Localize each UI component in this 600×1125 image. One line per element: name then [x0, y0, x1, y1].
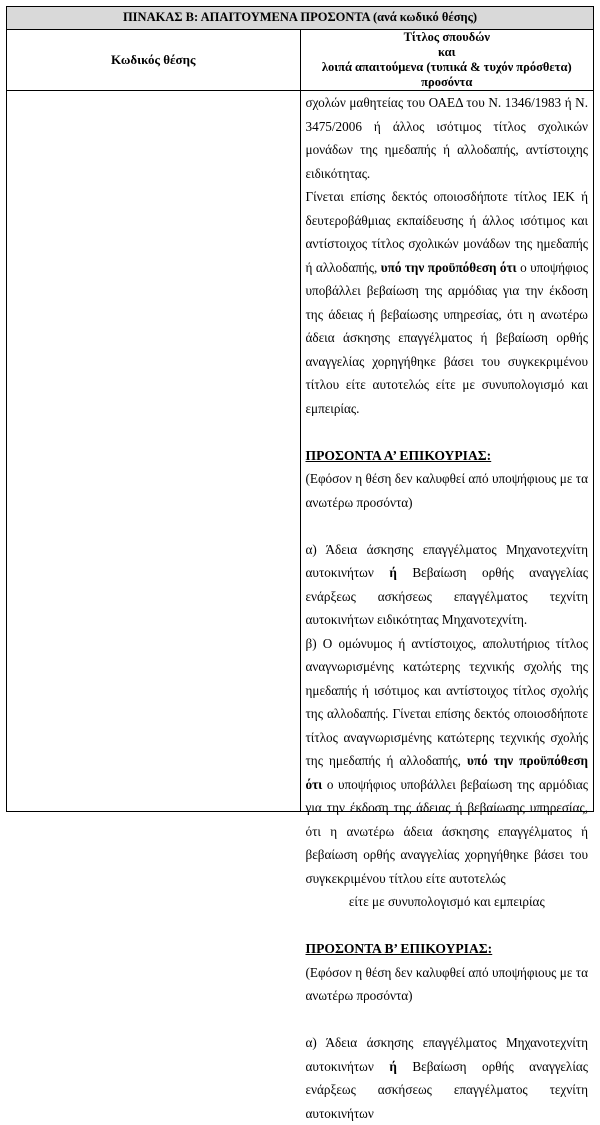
section-b-title: ΠΡΟΣΟΝΤΑ Β’ ΕΠΙΚΟΥΡΙΑΣ:: [305, 941, 493, 956]
position-code-header: Κωδικός θέσης: [7, 30, 301, 91]
section-a-item-b-last-line: είτε με συνυπολογισμό και εμπειρίας: [348, 894, 545, 909]
section-a-title: ΠΡΟΣΟΝΤΑ Α’ ΕΠΙΚΟΥΡΙΑΣ:: [305, 447, 492, 463]
requirements-header-line1: Τίτλος σπουδών: [403, 30, 490, 44]
requirements-header: [300, 30, 594, 91]
section-a-item-a: α) Άδεια άσκησης επαγγέλματος Μηχανοτεχνίτη αυτοκινήτων ή Βεβαίωση ορθής αναγγελίας ενάρξεως ασκήσεως επαγγέλματος τεχνίτη αυτοκινήτων ειδικότητας Μηχανοτεχνίτη.: [305, 541, 588, 627]
position-code-cell: [7, 91, 301, 812]
requirements-cell: [300, 91, 594, 1121]
requirements-header-line2: και: [438, 45, 456, 59]
requirements-header-line3: λοιπά απαιτούμενα (τυπικά & τυχόν πρόσθετα) προσόντα: [321, 60, 572, 89]
section-a-note: (Εφόσον η θέση δεν καλυφθεί από υποψήφιους με τα ανωτέρω προσόντα): [305, 471, 588, 510]
qualifications-table: [6, 6, 594, 1121]
paragraph-continuation: σχολών μαθητείας του ΟΑΕΔ του Ν. 1346/1983 ή Ν. 3475/2006 ή άλλος ισότιμος τίτλος σχολικών μονάδων της ημεδαπής ή αλλοδαπής, αντίστοιχης ειδικότητας.: [305, 95, 588, 181]
paragraph-iek-acceptance: Γίνεται επίσης δεκτός οποιοσδήποτε τίτλος ΙΕΚ ή δευτεροβάθμιας εκπαίδευσης ή άλλος ισότιμος και αντίστοιχος τίτλος σχολικών μονάδων της ημεδαπής ή αλλοδαπής, υπό την προϋπόθεση ότι ο υποψήφιος υποβάλλει βεβαίωση της αρμόδιας για την έκδοση της άδειας ή βεβαίωσης υπηρεσίας, ότι η ανωτέρω άδεια άσκησης επαγγέλματος ή βεβαίωση ορθής αναγγελίας χορηγήθηκε βάσει του συγκεκριμένου τίτλου είτε αυτοτελώς είτε με συνυπολογισμό και εμπειρίας.: [305, 189, 588, 416]
table-title: ΠΙΝΑΚΑΣ Β: ΑΠΑΙΤΟΥΜΕΝΑ ΠΡΟΣΟΝΤΑ (ανά κωδικό θέσης): [7, 7, 594, 30]
section-b-note: (Εφόσον η θέση δεν καλυφθεί από υποψήφιους με τα ανωτέρω προσόντα): [305, 964, 588, 1003]
section-a-item-b: β) Ο ομώνυμος ή αντίστοιχος, απολυτήριος τίτλος αναγνωρισμένης κατώτερης τεχνικής σχολής της ημεδαπής ή ισότιμος και αντίστοιχος τίτλος σχολής της αλλοδαπής. Γίνεται επίσης δεκτός οποιοσδήποτε τίτλος αναγνωρισμένης κατώτερης τεχνικής σχολής της ημεδαπής ή αλλοδαπής, υπό την προϋπόθεση ότι ο υποψήφιος υποβάλλει βεβαίωση της αρμόδιας για την έκδοση της άδειας ή βεβαίωσης υπηρεσίας, ότι η ανωτέρω άδεια άσκησης επαγγέλματος ή βεβαίωση ορθής αναγγελίας χορηγήθηκε βάσει του συγκεκριμένου τίτλου είτε αυτοτελώς: [305, 635, 588, 886]
section-b-item-a: α) Άδεια άσκησης επαγγέλματος Μηχανοτεχνίτη αυτοκινήτων ή Βεβαίωση ορθής αναγγελίας ενάρξεως ασκήσεως επαγγέλματος τεχνίτη αυτοκινήτων: [305, 1035, 588, 1121]
